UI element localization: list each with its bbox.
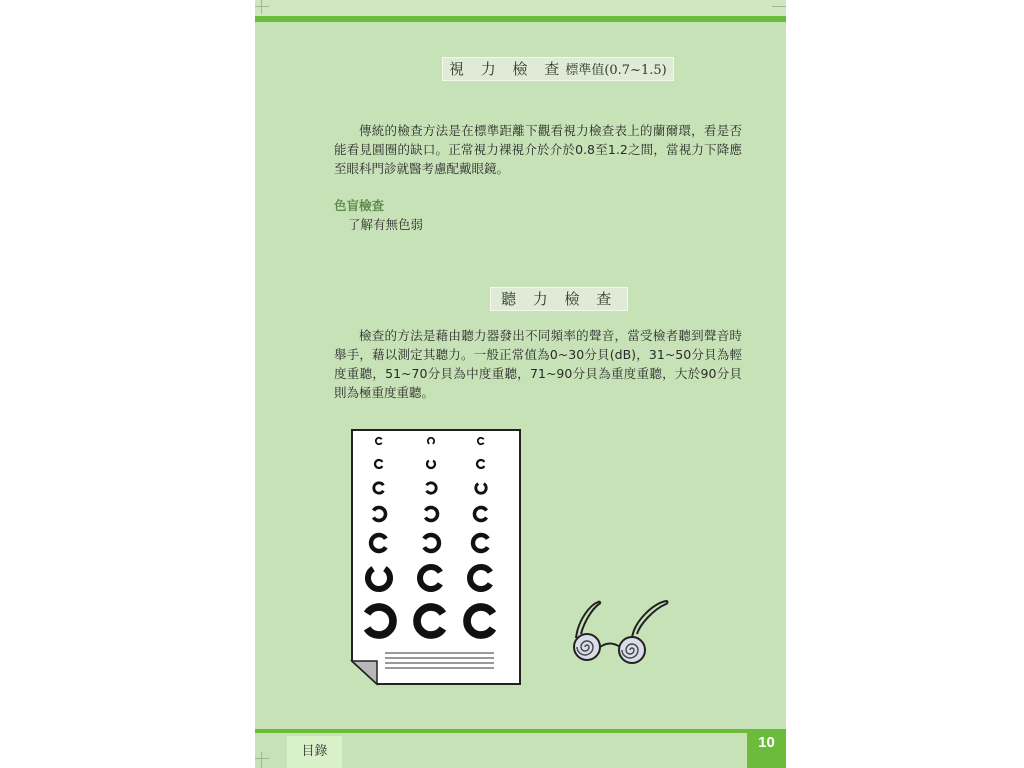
vision-title — [442, 57, 674, 81]
crop-mark — [261, 0, 262, 14]
bottom-stripe — [255, 729, 786, 733]
crop-mark — [255, 6, 269, 7]
landolt-c-eye-chart-icon — [349, 428, 523, 688]
vision-title-sub: 標準值(0.7~1.5) — [565, 63, 667, 78]
crop-mark — [255, 758, 269, 759]
crop-mark — [772, 6, 786, 7]
table-of-contents-button[interactable]: 目錄 — [287, 736, 342, 768]
vision-title-main: 視 力 檢 查 — [449, 60, 566, 78]
page-number: 10 — [747, 729, 786, 768]
color-blind-heading: 色盲檢查 — [334, 198, 385, 213]
document-page — [255, 0, 786, 768]
top-stripe — [255, 16, 786, 22]
vision-paragraph: 傳統的檢查方法是在標準距離下觀看視力檢查表上的蘭爾環，看是否能看見圓圈的缺口。正常視力裸視介於介於0.8至1.2之間，當視力下降應至眼科門診就醫考慮配戴眼鏡。 — [334, 123, 742, 176]
eyeglasses-icon — [568, 600, 678, 670]
hearing-title: 聽 力 檢 查 — [490, 287, 628, 311]
crop-mark — [261, 752, 262, 768]
color-blind-text: 了解有無色弱 — [348, 217, 424, 232]
top-band — [255, 0, 786, 16]
hearing-paragraph: 檢查的方法是藉由聽力器發出不同頻率的聲音，當受檢者聽到聲音時舉手，藉以測定其聽力。一般正常值為0~30分貝(dB)，31~50分貝為輕度重聽，51~70分貝為中度重聽，71~90分貝為重度重聽，大於90分貝則為極重度重聽。 — [334, 328, 742, 400]
